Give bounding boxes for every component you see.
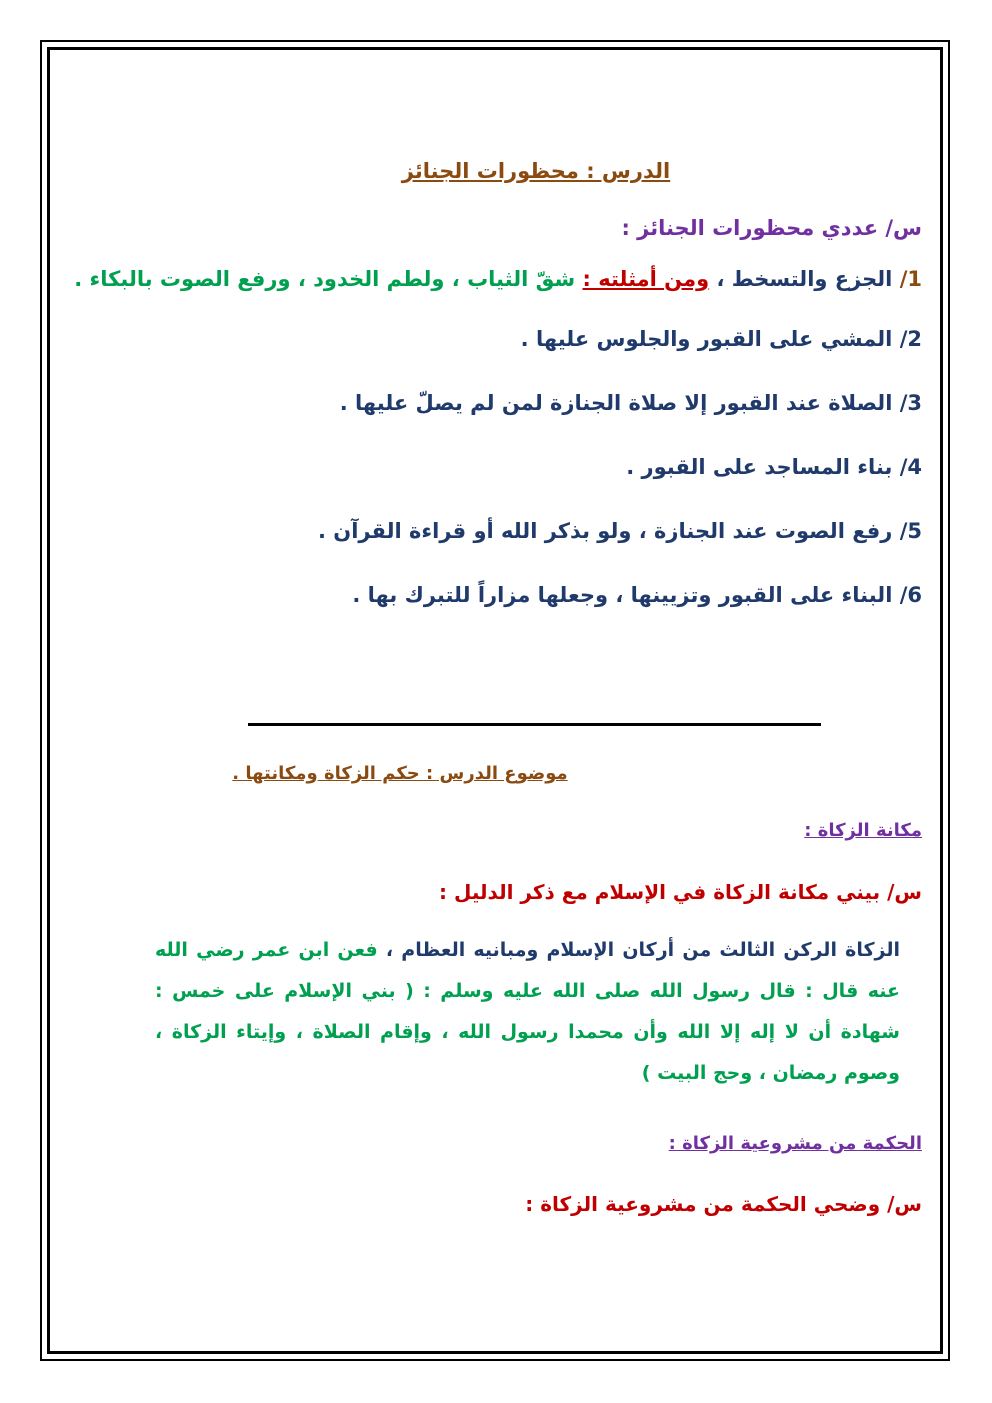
section1-heading: مكانة الزكاة : [804,820,922,841]
lesson1-title: الدرس : محظورات الجنائز [401,159,671,183]
lesson1-section [70,150,922,616]
list-item-5: 5/ رفع الصوت عند الجنازة ، ولو بذكر الله أو قراءة القرآن . [318,519,922,543]
answer-hadith-text: فعن ابن عمر رضي الله عنه قال : قال رسول الله صلى الله عليه وسلم : ( بني الإسلام على خمس : شهادة أن لا إله إلا الله وأن محمدا رسول الله ، وإقام الصلاة ، وإيتاء الزكاة ، وصوم رمضان ، وحج البيت ) [155,939,900,1084]
item1-examples-label: ومن أمثلته : [582,267,710,291]
list-item-4: 4/ بناء المساجد على القبور . [626,455,922,479]
section1-answer [155,930,900,1094]
section1-question: س/ بيني مكانة الزكاة في الإسلام مع ذكر الدليل : [439,880,922,904]
section2-question: س/ وضحي الحكمة من مشروعية الزكاة : [525,1192,922,1216]
answer-dark-text: الزكاة الركن الثالث من أركان الإسلام ومبانيه العظام ، [377,939,900,961]
list-item-1 [70,258,922,300]
item1-text-a: الجزع والتسخط ، [709,267,900,291]
item1-text-b: شقّ الثياب ، ولطم الخدود ، ورفع الصوت بالبكاء . [74,267,583,291]
list-item-3: 3/ الصلاة عند القبور إلا صلاة الجنازة لمن لم يصلّ عليها . [339,391,922,415]
list-item-6: 6/ البناء على القبور وتزيينها ، وجعلها مزاراً للتبرك بها . [352,583,922,607]
lesson2-topic: موضوع الدرس : حكم الزكاة ومكانتها . [232,763,568,784]
section-divider [248,723,821,726]
lesson1-question: س/ عددي محظورات الجنائز : [621,216,922,240]
item1-number: 1/ [899,267,922,291]
section2-heading: الحكمة من مشروعية الزكاة : [668,1133,922,1154]
list-item-2: 2/ المشي على القبور والجلوس عليها . [520,327,922,351]
